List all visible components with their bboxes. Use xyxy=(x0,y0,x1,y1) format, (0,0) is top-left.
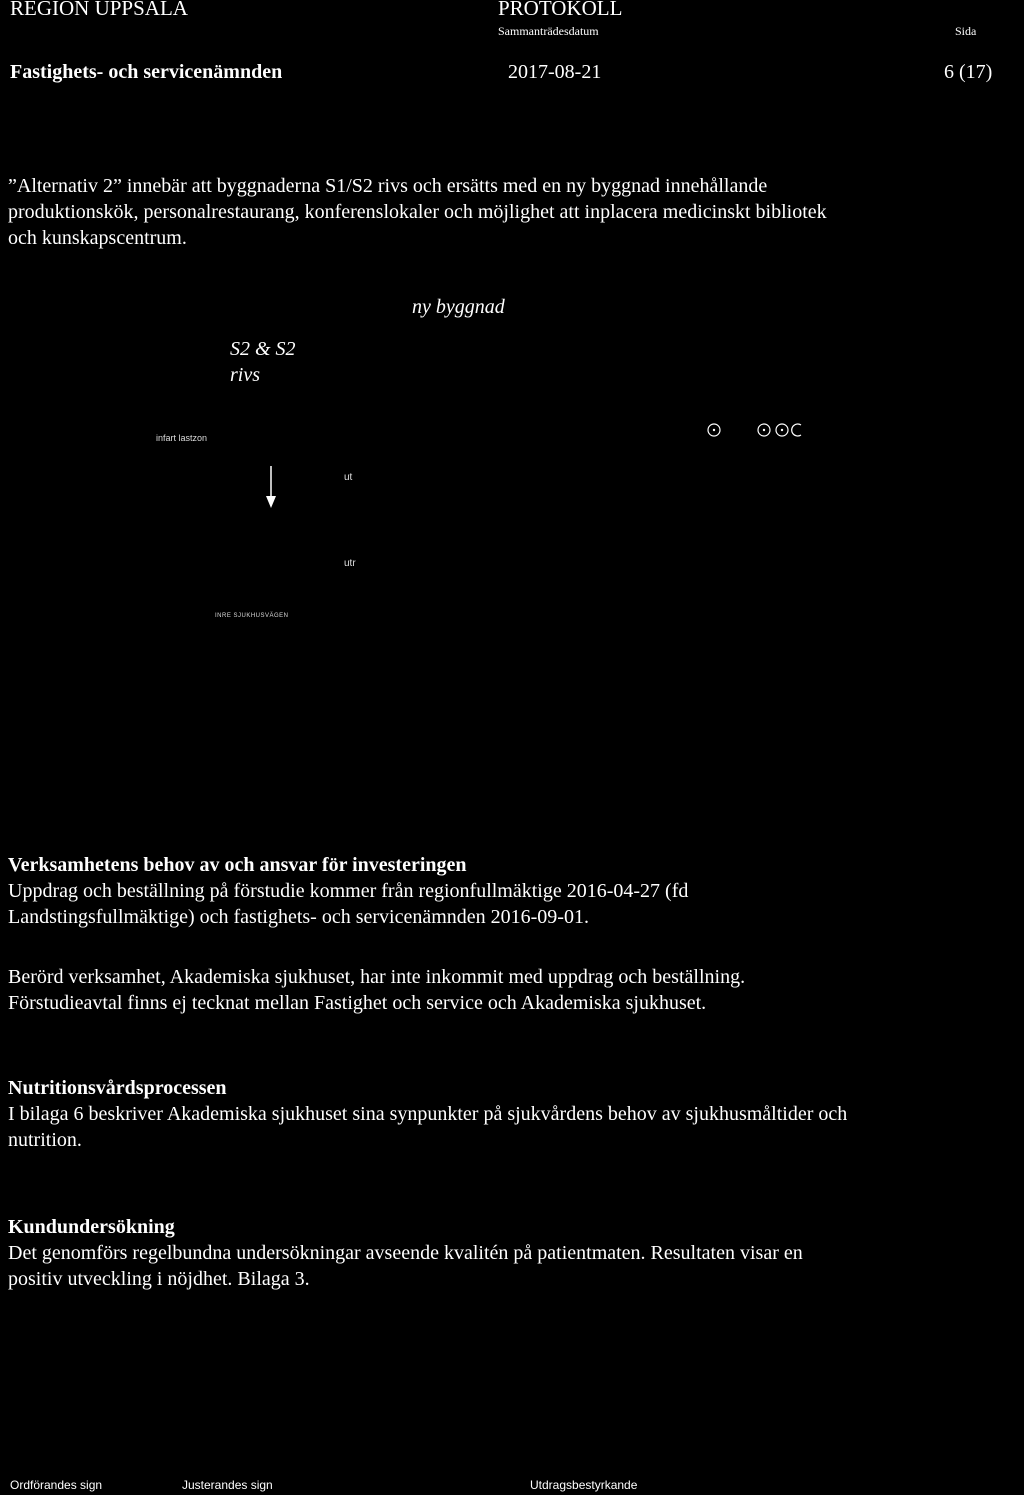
arc-icon xyxy=(790,421,804,444)
page-label: Sida xyxy=(955,24,977,38)
arrow-down-icon xyxy=(264,466,278,515)
section-line: Det genomförs regelbundna undersökningar avseende kvalitén på patientmaten. Resultaten visar en xyxy=(8,1242,803,1264)
section-investment-cont xyxy=(8,964,745,1016)
adjust-sign-label: Justerandes sign xyxy=(182,1478,273,1492)
section-customer-survey xyxy=(8,1214,803,1292)
section-line: nutrition. xyxy=(8,1129,82,1151)
section-heading: Nutritionsvårdsprocessen xyxy=(8,1077,227,1099)
meeting-date: 2017-08-21 xyxy=(508,61,602,83)
label-s2-line1: S2 & S2 xyxy=(230,338,296,360)
label-new-building: ny byggnad xyxy=(412,296,505,318)
extract-cert-label: Utdragsbestyrkande xyxy=(530,1478,638,1492)
label-infart: infart lastzon xyxy=(156,433,208,443)
section-heading: Kundundersökning xyxy=(8,1216,175,1238)
label-street: INRE SJUKHUSVÄGEN xyxy=(215,613,289,619)
circle-dot-icon xyxy=(773,421,791,444)
org-name: REGION UPPSALA xyxy=(10,0,188,20)
circle-dot-icon xyxy=(705,421,723,444)
circle-dot-icon xyxy=(755,421,773,444)
intro-paragraph xyxy=(8,173,827,251)
intro-line: ”Alternativ 2” innebär att byggnaderna S1/S2 rivs och ersätts med en ny byggnad innehållande xyxy=(8,175,768,197)
intro-line: och kunskapscentrum. xyxy=(8,227,187,249)
section-line: Landstingsfullmäktige) och fastighets- och servicenämnden 2016-09-01. xyxy=(8,906,589,928)
label-utr: utr xyxy=(344,558,356,569)
section-line: Förstudieavtal finns ej tecknat mellan Fastighet och service och Akademiska sjukhuset. xyxy=(8,992,707,1014)
date-label: Sammanträdesdatum xyxy=(498,24,599,38)
section-heading: Verksamhetens behov av och ansvar för investeringen xyxy=(8,854,467,876)
section-line: Uppdrag och beställning på förstudie kommer från regionfullmäktige 2016-04-27 (fd xyxy=(8,880,689,902)
section-line: positiv utveckling i nöjdhet. Bilaga 3. xyxy=(8,1268,310,1290)
label-ut: ut xyxy=(344,472,353,483)
section-nutrition xyxy=(8,1075,847,1153)
committee-name: Fastighets- och servicenämnden xyxy=(10,61,283,83)
section-investment xyxy=(8,852,688,930)
section-line: Berörd verksamhet, Akademiska sjukhuset, har inte inkommit med uppdrag och beställning. xyxy=(8,966,746,988)
page-number: 6 (17) xyxy=(944,61,993,83)
chair-sign-label: Ordförandes sign xyxy=(10,1478,103,1492)
intro-line: produktionskök, personalrestaurang, konferenslokaler och möjlighet att inplacera medicinskt bibliotek xyxy=(8,201,827,223)
label-s2-line2: rivs xyxy=(230,364,260,386)
section-line: I bilaga 6 beskriver Akademiska sjukhuset sina synpunkter på sjukvårdens behov av sjukhusmåltider och xyxy=(8,1103,848,1125)
doc-type: PROTOKOLL xyxy=(498,0,623,20)
